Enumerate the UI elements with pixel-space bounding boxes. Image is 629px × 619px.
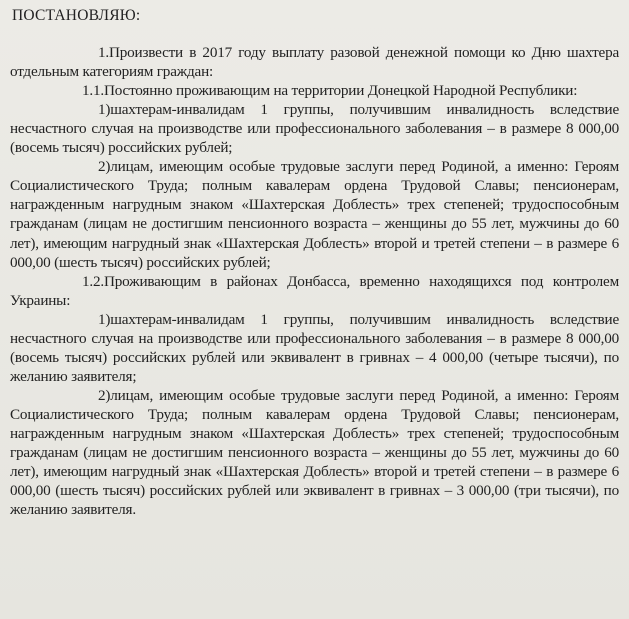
paragraph-item-1 [10, 43, 619, 81]
item-number: 1) [98, 101, 111, 119]
item-number: 1.2. [82, 272, 104, 290]
document-heading: ПОСТАНОВЛЯЮ: [12, 7, 141, 24]
item-text: Произвести в 2017 году выплату разовой денежной помощи ко Дню шахтера отдельным категориям граждан: [10, 44, 619, 81]
item-number: 1. [98, 44, 109, 62]
paragraph-item-1-2-2 [10, 386, 619, 519]
paragraph-item-1-1-1 [10, 100, 619, 157]
paragraph-item-1-2-1 [10, 310, 619, 386]
item-text: Проживающим в районах Донбасса, временно находящихся под контролем Украины: [10, 272, 619, 309]
paragraph-item-1-1 [10, 81, 619, 100]
item-text: шахтерам-инвалидам 1 группы, получившим инвалидность вследствие несчастного случая на производстве или профессионального заболевания – в размере 8 000,00 (восемь тысяч) российских рублей или эквивалент в гривнах – 4 000,00 (четыре тысячи), по желанию заявителя; [10, 310, 619, 385]
item-text: Постоянно проживающим на территории Донецкой Народной Республики: [103, 82, 578, 100]
item-number: 2) [98, 386, 111, 404]
paragraph-item-1-2 [10, 272, 619, 310]
item-number: 1) [98, 310, 111, 328]
item-text: лицам, имеющим особые трудовые заслуги перед Родиной, а именно: Героям Социалистического Труда; полным кавалерам ордена Трудовой Славы; пенсионерам, награжденным нагрудным знаком «Шахтерская Доблесть» трех степеней; трудоспособным гражданам (лицам не достигшим пенсионного возраста – женщины до 55 лет, мужчины до 60 лет), имеющим нагрудный знак «Шахтерская Доблесть» второй и третей степени – в размере 6 000,00 (шесть тысяч) российских рублей; [10, 158, 619, 271]
paragraph-item-1-1-2 [10, 157, 619, 271]
item-text: шахтерам-инвалидам 1 группы, получившим инвалидность вследствие несчастного случая на производстве или профессионального заболевания – в размере 8 000,00 (восемь тысяч) российских рублей; [10, 101, 619, 157]
item-number: 1.1. [82, 82, 104, 100]
item-text: лицам, имеющим особые трудовые заслуги перед Родиной, а именно: Героям Социалистического Труда; полным кавалерам ордена Трудовой Славы; пенсионерам, награжденным нагрудным знаком «Шахтерская Доблесть» трех степеней; трудоспособным гражданам (лицам не достигшим пенсионного возраста – женщины до 55 лет, мужчины до 60 лет), имеющим нагрудный знак «Шахтерская Доблесть» второй и третей степени – в размере 6 000,00 (шесть тысяч) российских рублей или эквивалент в гривнах – 3 000,00 (три тысячи), по желанию заявителя. [10, 386, 619, 519]
item-number: 2) [98, 158, 111, 176]
